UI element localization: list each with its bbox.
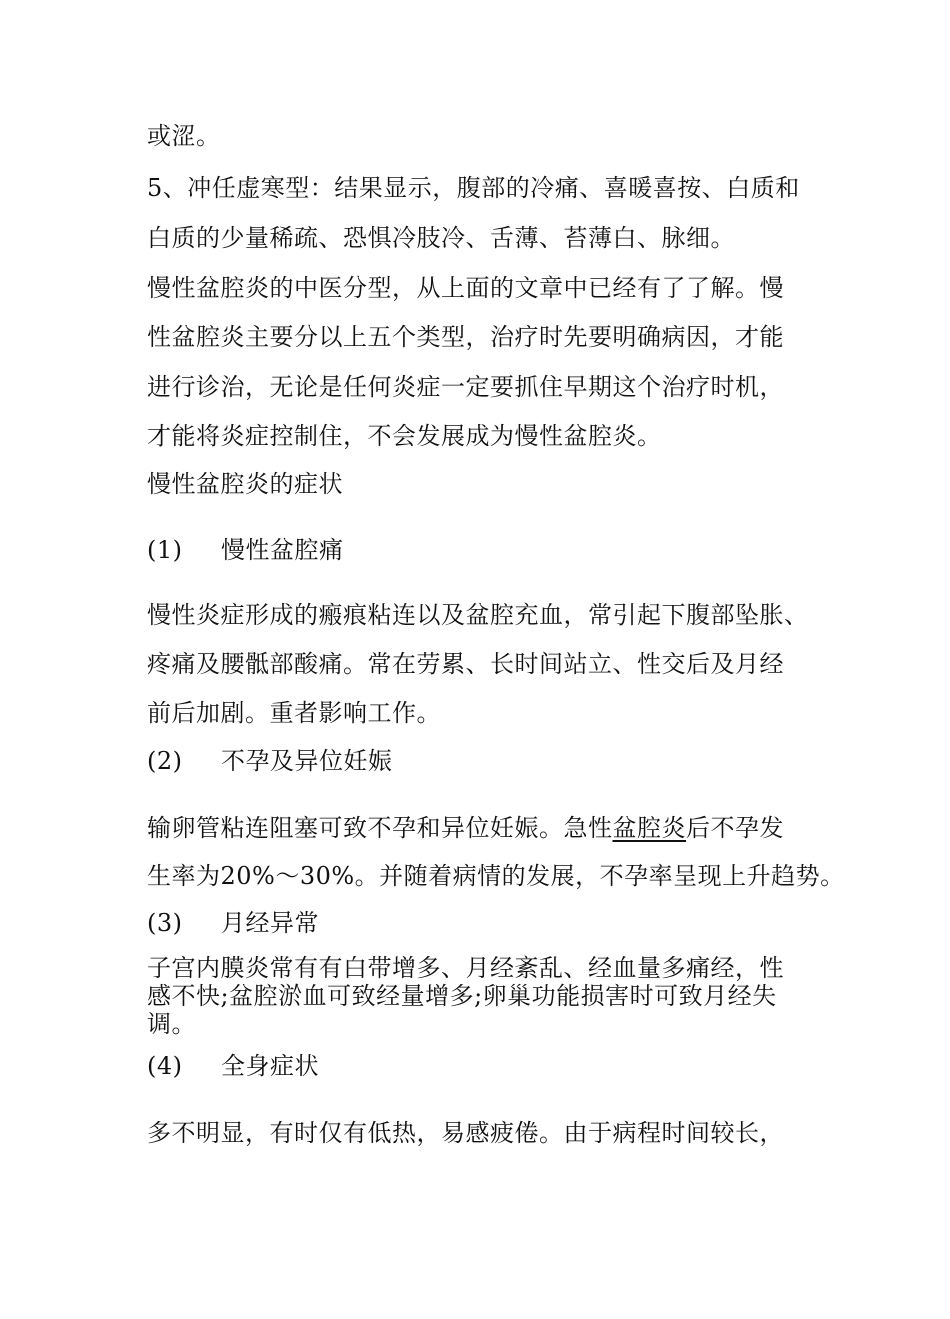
text-line: 子宫内膜炎常有有白带增多、月经紊乱、经血量多痛经，性 <box>147 954 784 982</box>
text-span: 后不孕发 <box>686 814 784 842</box>
subsection-heading <box>147 907 319 939</box>
item-number: (4) <box>147 1052 183 1080</box>
text-line: 性盆腔炎主要分以上五个类型，治疗时先要明确病因，才能 <box>147 323 784 351</box>
section-heading: 慢性盆腔炎的症状 <box>147 470 343 498</box>
item-number: (1) <box>147 536 183 564</box>
item-title: 月经异常 <box>221 909 319 937</box>
text-line: 调。 <box>147 1010 196 1038</box>
text-line: 生率为20%～30%。并随着病情的发展，不孕率呈现上升趋势。 <box>147 862 845 890</box>
text-line: 感不快;盆腔淤血可致经量增多;卵巢功能损害时可致月经失 <box>147 982 777 1010</box>
item-title: 慢性盆腔痛 <box>221 536 344 564</box>
text-span: 输卵管粘连阻塞可致不孕和异位妊娠。急性 <box>147 814 613 842</box>
item-title: 不孕及异位妊娠 <box>221 747 393 775</box>
text-line: 疼痛及腰骶部酸痛。常在劳累、长时间站立、性交后及月经 <box>147 650 784 678</box>
pelvic-inflammation-link[interactable]: 盆腔炎 <box>612 814 686 842</box>
item-title: 全身症状 <box>221 1052 319 1080</box>
text-line: 慢性盆腔炎的中医分型，从上面的文章中已经有了了解。慢 <box>147 274 784 302</box>
item-number: (3) <box>147 909 183 937</box>
item-number: (2) <box>147 747 183 775</box>
subsection-heading <box>147 745 393 777</box>
subsection-heading <box>147 1050 319 1082</box>
text-line: 白质的少量稀疏、恐惧冷肢冷、舌薄、苔薄白、脉细。 <box>147 224 735 252</box>
text-line: 或涩。 <box>147 122 221 150</box>
text-line: 前后加剧。重者影响工作。 <box>147 699 441 727</box>
text-line: 多不明显，有时仅有低热，易感疲倦。由于病程时间较长， <box>147 1119 784 1147</box>
text-line: 5、冲任虚寒型：结果显示，腹部的冷痛、喜暖喜按、白质和 <box>147 174 800 202</box>
text-line: 进行诊治，无论是任何炎症一定要抓住早期这个治疗时机， <box>147 373 784 401</box>
text-line: 才能将炎症控制住，不会发展成为慢性盆腔炎。 <box>147 422 662 450</box>
text-line: 慢性炎症形成的瘢痕粘连以及盆腔充血，常引起下腹部坠胀、 <box>147 601 809 629</box>
subsection-heading <box>147 534 344 566</box>
text-line <box>147 812 784 844</box>
